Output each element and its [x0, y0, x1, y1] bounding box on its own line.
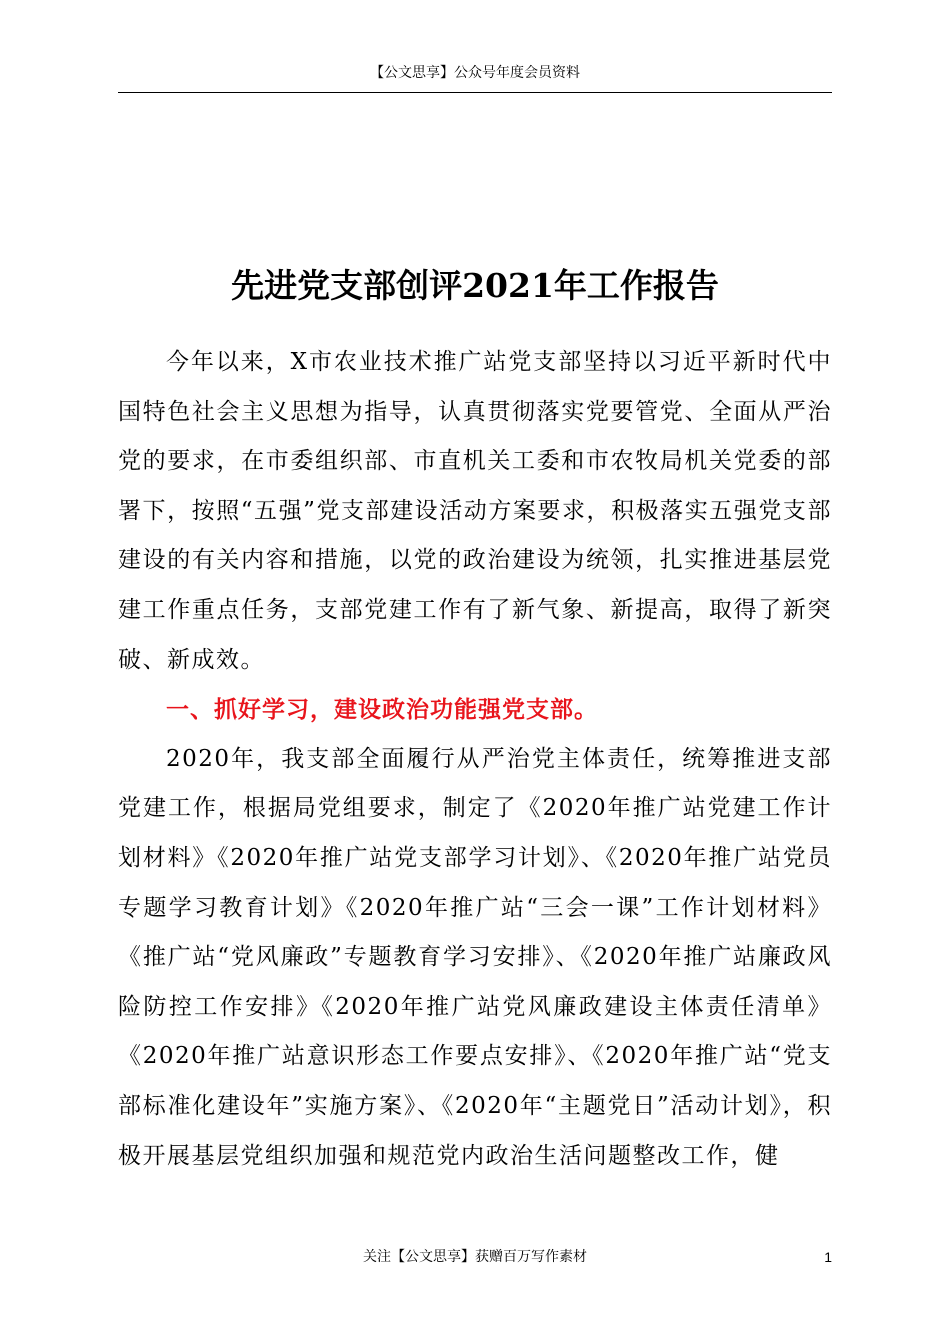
document-title: 先进党支部创评2021年工作报告	[231, 266, 719, 305]
page-footer: 关注【公文思享】获赠百万写作素材	[363, 1249, 587, 1265]
section-heading: 一、抓好学习，建设政治功能强党支部。	[166, 696, 598, 724]
header-divider	[118, 92, 832, 93]
intro-paragraph: 今年以来，X市农业技术推广站党支部坚持以习近平新时代中国特色社会主义思想为指导，认真贯彻落实党要管党、全面从严治党的要求，在市委组织部、市直机关工委和市农牧局机关党委的部署下，按照“五强”党支部建设活动方案要求，积极落实五强党支部建设的有关内容和措施，以党的政治建设为统领，扎实推进基层党建工作重点任务，支部党建工作有了新气象、新提高，取得了新突破、新成效。	[118, 349, 832, 673]
document-body	[118, 338, 832, 1181]
page-header: 【公文思享】公众号年度会员资料	[370, 65, 580, 81]
page-number: 1	[824, 1249, 832, 1265]
section-paragraph: 2020年，我支部全面履行从严治党主体责任，统筹推进支部党建工作，根据局党组要求，制定了《2020年推广站党建工作计划材料》《2020年推广站党支部学习计划》、《2020年推广站党员专题学习教育计划》《2020年推广站“三会一课”工作计划材料》《推广站“党风廉政”专题教育学习安排》、《2020年推广站廉政风险防控工作安排》《2020年推广站党风廉政建设主体责任清单》《2020年推广站意识形态工作要点安排》、《2020年推广站“党支部标准化建设年”实施方案》、《2020年“主题党日”活动计划》，积极开展基层党组织加强和规范党内政治生活问题整改工作，健	[118, 745, 832, 1169]
